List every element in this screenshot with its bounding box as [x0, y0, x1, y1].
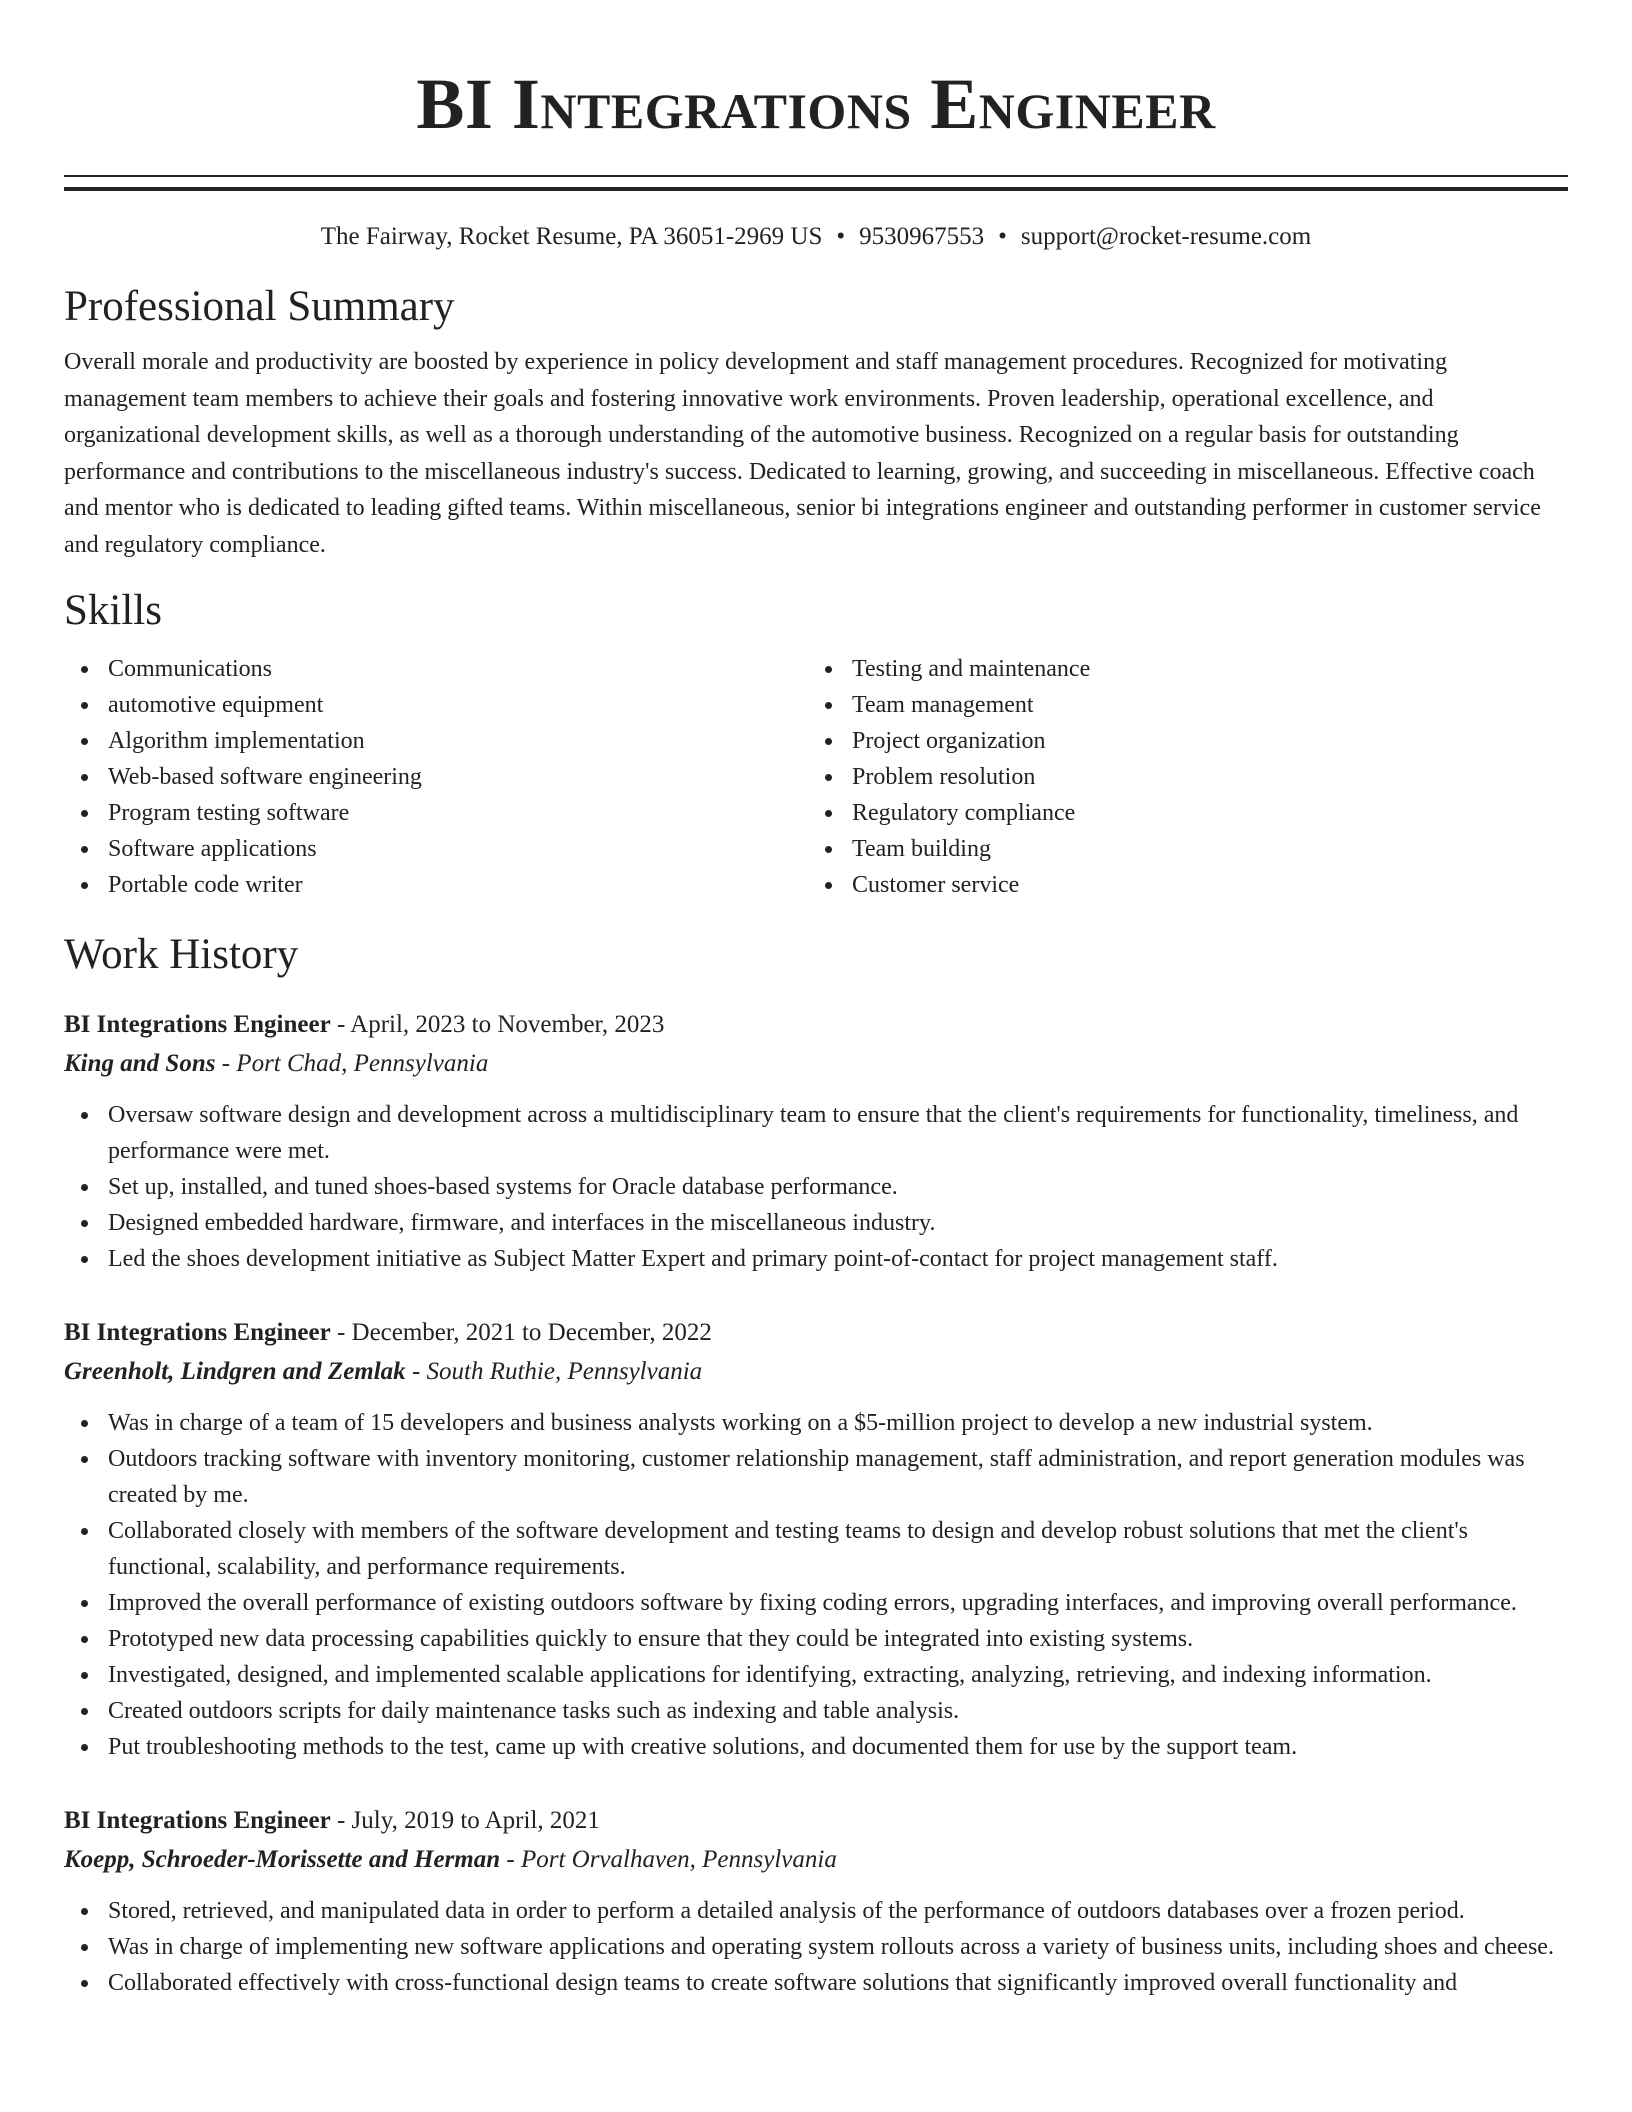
- company-name: Koepp, Schroeder-Morissette and Herman: [64, 1846, 501, 1873]
- skill-item: Project organization: [808, 723, 1552, 759]
- contact-separator: •: [836, 223, 846, 250]
- job-company-line: [64, 1044, 1568, 1083]
- contact-email[interactable]: support@rocket-resume.com: [1020, 223, 1312, 250]
- company-location: - Port Orvalhaven, Pennsylvania: [500, 1846, 837, 1873]
- header-divider: [64, 175, 1568, 191]
- contact-phone: 9530967553: [859, 223, 985, 250]
- summary-text: Overall morale and productivity are boosted by experience in policy development and staff management procedures. Recognized for motivating management team members to achieve their goals and fostering innovative work environments. Proven leadership, operational excellence, and organizational development skills, as well as a thorough understanding of the automotive business. Recognized on a regular basis for outstanding performance and contributions to the miscellaneous industry's success. Dedicated to learning, growing, and succeeding in miscellaneous. Effective coach and mentor who is dedicated to leading gifted teams. Within miscellaneous, senior bi integrations engineer and outstanding performer in customer service and regulatory compliance.: [64, 349, 1541, 558]
- job-entry: [64, 1801, 1568, 2001]
- job-title: BI Integrations Engineer: [64, 1807, 331, 1834]
- skills-left-column: [64, 651, 808, 903]
- job-bullets: [64, 1097, 1568, 1277]
- summary-heading: Professional Summary: [64, 283, 455, 330]
- job-dates: - April, 2023 to November, 2023: [330, 1011, 665, 1038]
- skills-columns: [64, 651, 1568, 903]
- skill-item: Portable code writer: [64, 867, 808, 903]
- job-company-line: [64, 1840, 1568, 1879]
- job-bullets: [64, 1893, 1568, 2001]
- contact-line: [64, 220, 1568, 254]
- skill-item: Web-based software engineering: [64, 759, 808, 795]
- job-bullet: Put troubleshooting methods to the test, came up with creative solutions, and documented them for use by the support team.: [64, 1729, 1568, 1765]
- resume-name: BI Integrations Engineer: [416, 64, 1216, 144]
- job-bullet: Improved the overall performance of existing outdoors software by fixing coding errors, upgrading interfaces, and improving overall performance.: [64, 1585, 1568, 1621]
- job-bullet: Was in charge of a team of 15 developers and business analysts working on a $5-million project to develop a new industrial system.: [64, 1405, 1568, 1441]
- skills-heading: Skills: [64, 587, 162, 634]
- job-bullet: Was in charge of implementing new software applications and operating system rollouts across a variety of business units, including shoes and cheese.: [64, 1929, 1568, 1965]
- skill-item: Regulatory compliance: [808, 795, 1552, 831]
- job-bullet: Created outdoors scripts for daily maintenance tasks such as indexing and table analysis.: [64, 1693, 1568, 1729]
- job-header: [64, 1801, 1568, 1840]
- job-title: BI Integrations Engineer: [64, 1011, 331, 1038]
- job-bullet: Led the shoes development initiative as Subject Matter Expert and primary point-of-contact for project management staff.: [64, 1241, 1568, 1277]
- job-bullet: Collaborated effectively with cross-functional design teams to create software solutions that significantly improved overall functionality and: [64, 1965, 1568, 2001]
- company-location: - Port Chad, Pennsylvania: [215, 1050, 489, 1077]
- job-bullet: Collaborated closely with members of the software development and testing teams to design and develop robust solutions that met the client's functional, scalability, and performance requirements.: [64, 1513, 1568, 1585]
- job-bullets: [64, 1405, 1568, 1765]
- skills-right-column: [808, 651, 1552, 903]
- job-bullet: Investigated, designed, and implemented scalable applications for identifying, extracting, analyzing, retrieving, and indexing information.: [64, 1657, 1568, 1693]
- skill-item: Communications: [64, 651, 808, 687]
- skill-item: Algorithm implementation: [64, 723, 808, 759]
- job-entry: [64, 1313, 1568, 1765]
- skill-item: Problem resolution: [808, 759, 1552, 795]
- company-name: King and Sons: [64, 1050, 216, 1077]
- job-header: [64, 1313, 1568, 1352]
- job-bullet: Oversaw software design and development across a multidisciplinary team to ensure that the client's requirements for functionality, timeliness, and performance were met.: [64, 1097, 1568, 1169]
- skill-item: Customer service: [808, 867, 1552, 903]
- job-bullet: Designed embedded hardware, firmware, and interfaces in the miscellaneous industry.: [64, 1205, 1568, 1241]
- job-bullet: Stored, retrieved, and manipulated data in order to perform a detailed analysis of the performance of outdoors databases over a frozen period.: [64, 1893, 1568, 1929]
- job-dates: - December, 2021 to December, 2022: [330, 1319, 712, 1346]
- job-entry: [64, 1005, 1568, 1277]
- contact-address: The Fairway, Rocket Resume, PA 36051-2969 US: [320, 223, 823, 250]
- job-bullet: Outdoors tracking software with inventory monitoring, customer relationship management, staff administration, and report generation modules was created by me.: [64, 1441, 1568, 1513]
- job-dates: - July, 2019 to April, 2021: [330, 1807, 600, 1834]
- company-name: Greenholt, Lindgren and Zemlak: [64, 1358, 406, 1385]
- skill-item: Software applications: [64, 831, 808, 867]
- job-title: BI Integrations Engineer: [64, 1319, 331, 1346]
- job-header: [64, 1005, 1568, 1044]
- skill-item: Team building: [808, 831, 1552, 867]
- skill-item: automotive equipment: [64, 687, 808, 723]
- skill-item: Program testing software: [64, 795, 808, 831]
- contact-separator: •: [998, 223, 1007, 250]
- work-history-heading: Work History: [64, 931, 299, 978]
- skill-item: Testing and maintenance: [808, 651, 1552, 687]
- skill-item: Team management: [808, 687, 1552, 723]
- job-company-line: [64, 1352, 1568, 1391]
- job-bullet: Prototyped new data processing capabilities quickly to ensure that they could be integrated into existing systems.: [64, 1621, 1568, 1657]
- company-location: - South Ruthie, Pennsylvania: [405, 1358, 703, 1385]
- job-bullet: Set up, installed, and tuned shoes-based systems for Oracle database performance.: [64, 1169, 1568, 1205]
